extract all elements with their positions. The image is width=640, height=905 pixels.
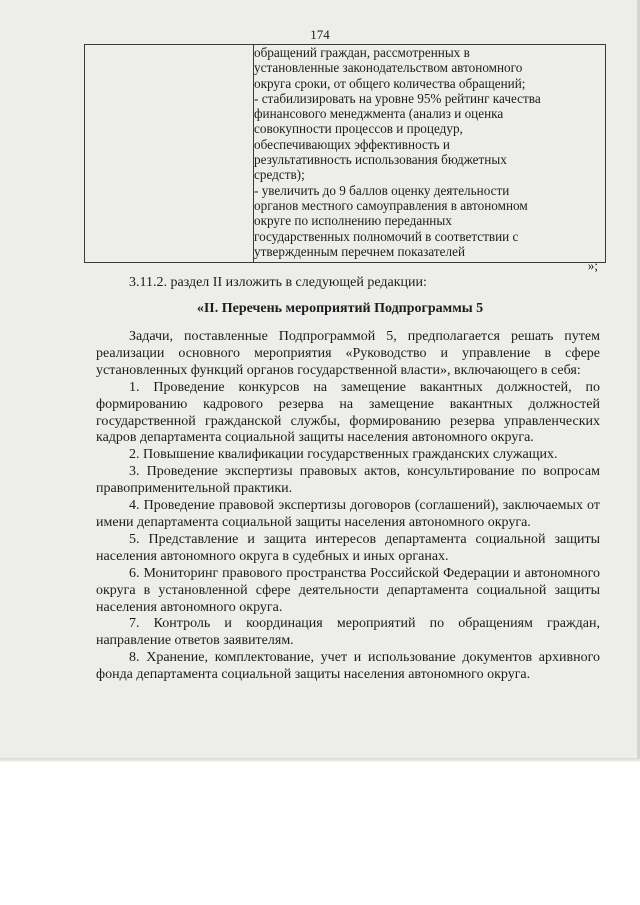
paragraph: 5. Представление и защита интересов департамента социальной защиты населения автономного округа в судебных и иных органах. — [96, 531, 600, 564]
table-line: обеспечивающих эффективность и — [254, 136, 450, 152]
paragraph: 1. Проведение конкурсов на замещение вакантных должностей, по формированию кадрового резерва на замещение вакантных должностей государственной гражданской службы, формированию резерва управленческих кадров департамента социальной защиты населения автономного округа. — [96, 379, 600, 446]
table-line: органов местного самоуправления в автономном — [254, 197, 528, 213]
section-heading: «II. Перечень мероприятий Подпрограммы 5 — [196, 301, 484, 316]
amendment-lead-line: 3.11.2. раздел II изложить в следующей редакции: — [129, 275, 427, 290]
table-line: - увеличить до 9 баллов оценку деятельности — [254, 182, 510, 198]
page-bottom-edge — [0, 758, 640, 762]
paragraph: 4. Проведение правовой экспертизы договоров (соглашений), заключаемых от имени департамента социальной защиты населения автономного округа. — [96, 498, 600, 530]
table-line: обращений граждан, рассмотренных в — [254, 45, 470, 60]
paragraph: 7. Контроль и координация мероприятий по обращениям граждан, направление ответов заявителям. — [96, 616, 600, 649]
paragraph: Задачи, поставленные Подпрограммой 5, предполагается решать путем реализации основного мероприятия «Руководство и управление в сфере установленных функций органов государственной власти», включающего в себя: — [96, 329, 600, 378]
page-number: 174 — [310, 27, 330, 42]
continuation-table — [84, 44, 606, 263]
table-line: государственных полномочий в соответствии с — [254, 228, 519, 244]
paragraph: 2. Повышение квалификации государственных гражданских служащих. — [129, 447, 558, 463]
table-line: округа сроки, от общего количества обращений; — [254, 75, 526, 91]
table-line: финансового менеджмента (анализ и оценка — [254, 106, 504, 122]
paragraph: 8. Хранение, комплектование, учет и использование документов архивного фонда департамента социальной защиты населения автономного округа. — [96, 650, 600, 683]
table-line: округе по исполнению переданных — [254, 213, 452, 229]
section-body — [96, 329, 600, 684]
table-line: установленные законодательством автономного — [254, 60, 523, 76]
table-line: - стабилизировать на уровне 95% рейтинг качества — [254, 90, 541, 106]
table-closing-quote: »; — [587, 258, 598, 273]
table-line: результативность использования бюджетных — [254, 152, 507, 168]
table-line: утвержденным перечнем показателей — [254, 243, 465, 259]
table-line: средств); — [254, 167, 305, 183]
paragraph: 6. Мониторинг правового пространства Российской Федерации и автономного округа в установленной сфере деятельности департамента социальной защиты населения автономного округа. — [96, 565, 600, 615]
table-empty-cell — [85, 45, 254, 263]
table-line: совокупности процессов и процедур, — [254, 121, 463, 137]
paragraph: 3. Проведение экспертизы правовых актов, консультирование по вопросам правоприменительной практики. — [96, 464, 600, 497]
table-text-cell — [254, 45, 606, 263]
